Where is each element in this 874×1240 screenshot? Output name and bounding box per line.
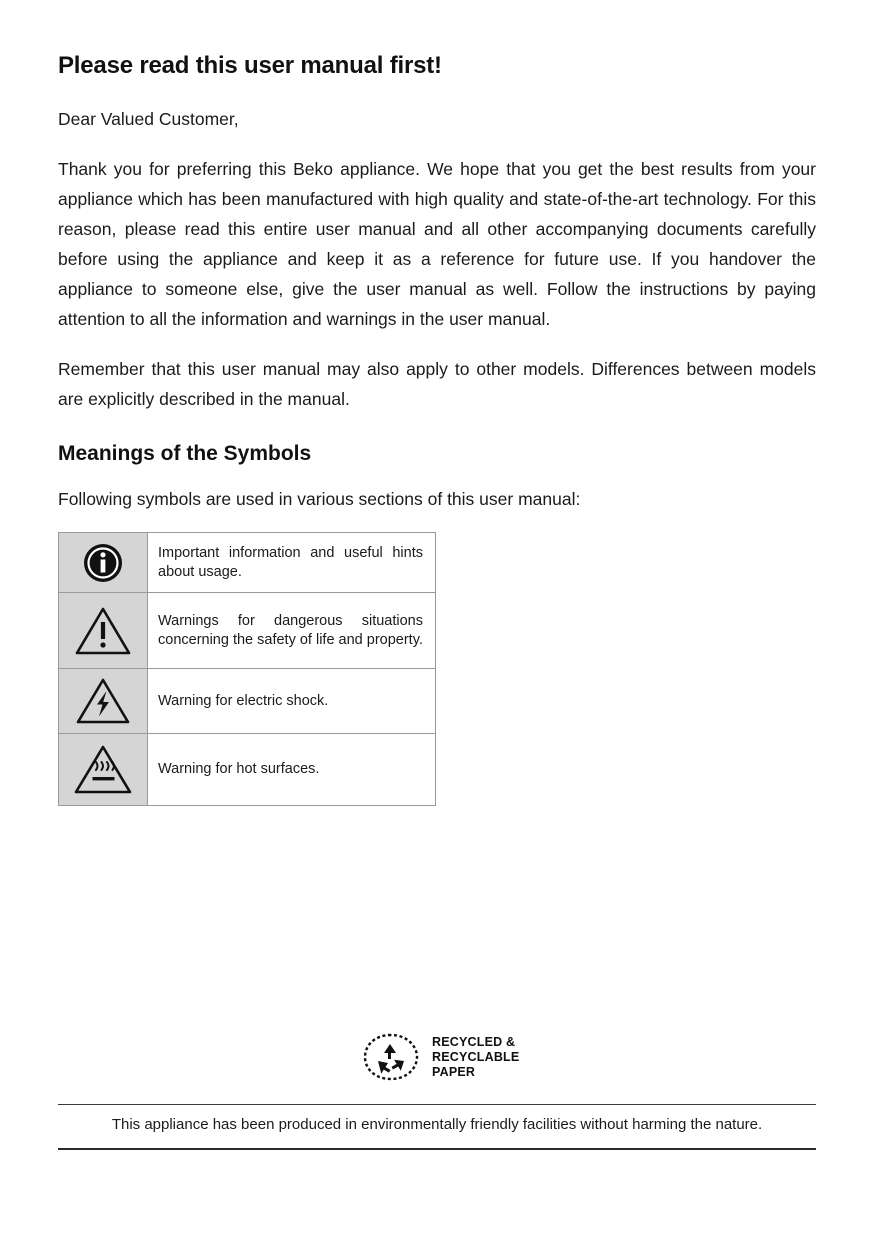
footer-note: This appliance has been produced in environmentally friendly facilities without harming the nature. [111, 1116, 763, 1133]
table-row [59, 533, 436, 593]
electric-shock-icon [59, 677, 147, 725]
symbol-description: Warnings for dangerous situations concerning the safety of life and property. [148, 593, 436, 669]
footer-divider-bottom [58, 1148, 816, 1150]
footer-divider-top [58, 1104, 816, 1105]
symbol-description: Warning for hot surfaces. [148, 734, 436, 806]
table-row [59, 669, 436, 734]
information-icon [59, 542, 147, 584]
recycle-line-2: RECYCLABLE [432, 1049, 520, 1064]
warning-triangle-icon [59, 606, 147, 656]
document-page [58, 0, 816, 1240]
intro-paragraph-1: Thank you for preferring this Beko appliance. We hope that you get the best results from your appliance which has been manufactured with high quality and state-of-the-art technology. For this reason, please read this entire user manual and all other accompanying documents carefully before using the appliance and keep it as a reference for future use. If you handover the appliance to someone else, give the user manual as well. Follow the instructions by paying attention to all the information and warnings in the user manual. [58, 159, 816, 329]
recycled-paper-label [432, 1035, 519, 1080]
warning-triangle-icon-cell [59, 593, 148, 669]
hot-surface-icon-cell [59, 734, 148, 806]
recycle-line-1: RECYCLED & [432, 1034, 516, 1049]
symbols-table [58, 532, 436, 806]
intro-paragraph-2: Remember that this user manual may also apply to other models. Differences between models are explicitly described in the manual. [58, 359, 816, 409]
section-title-meanings-of-the-symbols: Meanings of the Symbols [58, 442, 312, 465]
information-icon-cell [59, 533, 148, 593]
table-row [59, 593, 436, 669]
table-row [59, 734, 436, 806]
recycled-paper-badge [360, 1026, 580, 1088]
electric-shock-icon-cell [59, 669, 148, 734]
page-title: Please read this user manual first! [58, 52, 442, 79]
hot-surface-icon [59, 744, 147, 796]
symbol-description: Warning for electric shock. [148, 669, 436, 734]
symbol-description: Important information and useful hints about usage. [148, 533, 436, 593]
greeting-paragraph: Dear Valued Customer, [58, 109, 239, 129]
recycle-line-3: PAPER [432, 1064, 476, 1079]
symbols-intro-text: Following symbols are used in various sections of this user manual: [58, 489, 581, 509]
recycle-arrows-icon [360, 1029, 422, 1085]
